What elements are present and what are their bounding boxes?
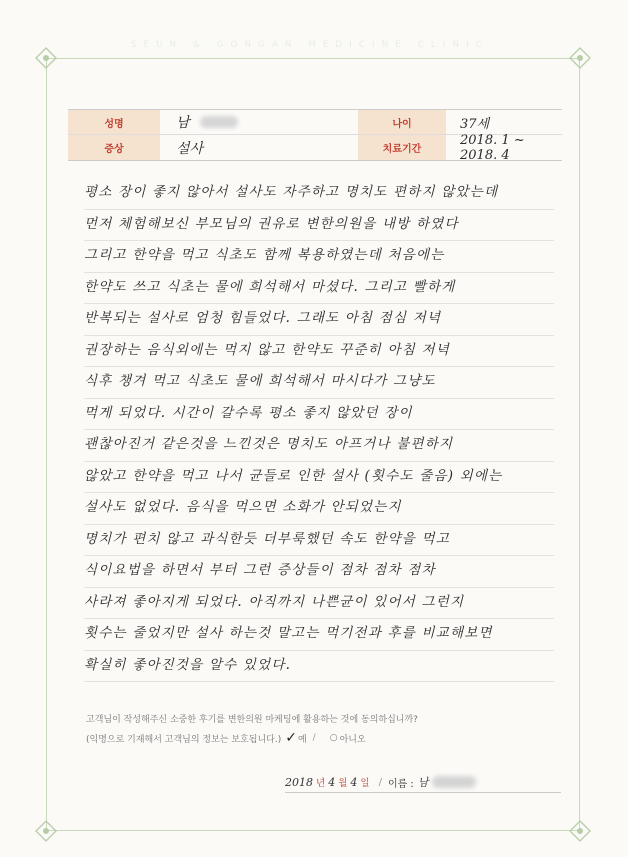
period-value: 2018. 1 ~ 2018. 4 xyxy=(460,132,525,163)
clinic-name-header: SEUN & GONGAN MEDICINE CLINIC xyxy=(131,40,489,50)
name-text: 남 xyxy=(176,115,190,131)
corner-ornament-icon xyxy=(569,820,591,842)
sign-year-unit: 년 xyxy=(316,778,326,789)
review-body xyxy=(84,178,554,682)
review-line: 먼저 체험해보신 부모님의 권유로 변한의원을 내방 하였다 xyxy=(84,210,554,242)
info-row-name-age xyxy=(68,110,562,135)
name-value xyxy=(176,110,238,134)
review-line: 않았고 한약을 먹고 나서 균들로 인한 설사 (횟수도 줄음) 외에는 xyxy=(84,462,554,494)
consent-separator: / xyxy=(312,733,316,743)
name-label: 성명 xyxy=(68,110,160,134)
review-line: 사라져 좋아지게 되었다. 아직까지 나쁜균이 있어서 그런지 xyxy=(84,588,554,620)
info-row-symptom-period xyxy=(68,132,562,163)
review-line: 설사도 없었다. 음식을 먹으면 소화가 안되었는지 xyxy=(84,493,554,525)
consent-note: (익명으로 기재해서 고객님의 정보는 보호됩니다.) xyxy=(86,734,282,745)
consent-no-label: 아니오 xyxy=(339,734,366,745)
symptom-label: 증상 xyxy=(68,135,160,160)
sign-day: 4 xyxy=(350,775,358,789)
review-line: 식이요법을 하면서 부터 그런 증상들이 점차 점차 점차 xyxy=(84,556,554,588)
review-line: 평소 장이 좋지 않아서 설사도 자주하고 명치도 편하지 않았는데 xyxy=(84,178,554,210)
name-redaction xyxy=(200,116,238,128)
consent-no-option[interactable] xyxy=(326,732,366,745)
sign-name-redaction xyxy=(432,776,476,788)
review-line: 괜찮아진거 같은것을 느낀것은 명치도 아프거나 불편하지 xyxy=(84,430,554,462)
patient-info-table xyxy=(68,109,562,161)
corner-ornament-icon xyxy=(35,820,57,842)
checkmark-icon: ✓ xyxy=(285,730,297,746)
sign-month: 4 xyxy=(328,775,336,789)
consent-row xyxy=(86,730,366,746)
review-line: 식후 챙겨 먹고 식초도 물에 희석해서 마시다가 그냥도 xyxy=(84,367,554,399)
review-line: 명치가 편치 않고 과식한듯 더부룩했던 속도 한약을 먹고 xyxy=(84,525,554,557)
sign-name-value: 남 xyxy=(417,776,429,789)
sign-separator: / xyxy=(378,776,382,788)
corner-ornament-icon xyxy=(35,47,57,69)
empty-circle-icon: ○ xyxy=(329,733,338,743)
review-line: 권장하는 음식외에는 먹지 않고 한약도 꾸준히 아침 저녁 xyxy=(84,336,554,368)
symptom-value: 설사 xyxy=(176,140,204,157)
consent-yes-label: 예 xyxy=(297,734,307,745)
sign-month-unit: 월 xyxy=(338,778,348,789)
review-line: 먹게 되었다. 시간이 갈수록 평소 좋지 않았던 장이 xyxy=(84,399,554,431)
sign-year: 2018 xyxy=(285,775,313,789)
age-value: 37세 xyxy=(460,116,490,132)
review-line: 반복되는 설사로 엄청 힘들었다. 그래도 아침 점심 저녁 xyxy=(84,304,554,336)
signature-line xyxy=(285,772,561,793)
consent-question: 고객님이 작성해주신 소중한 후기를 변한의원 마케팅에 활용하는 것에 동의하십니까? xyxy=(86,715,418,725)
review-line: 확실히 좋아진것을 알수 있었다. xyxy=(84,651,554,683)
age-label: 나이 xyxy=(358,110,446,134)
review-line: 그리고 한약을 먹고 식초도 함께 복용하였는데 처음에는 xyxy=(84,241,554,273)
review-line: 횟수는 줄었지만 설사 하는것 말고는 먹기전과 후를 비교해보면 xyxy=(84,619,554,651)
sign-day-unit: 일 xyxy=(360,778,370,789)
review-line: 한약도 쓰고 식초는 물에 희석해서 마셨다. 그리고 빨하게 xyxy=(84,273,554,305)
sign-name-label: 이름 : xyxy=(387,778,414,790)
period-label: 치료기간 xyxy=(358,135,446,160)
consent-yes-option[interactable] xyxy=(285,730,306,746)
corner-ornament-icon xyxy=(569,47,591,69)
